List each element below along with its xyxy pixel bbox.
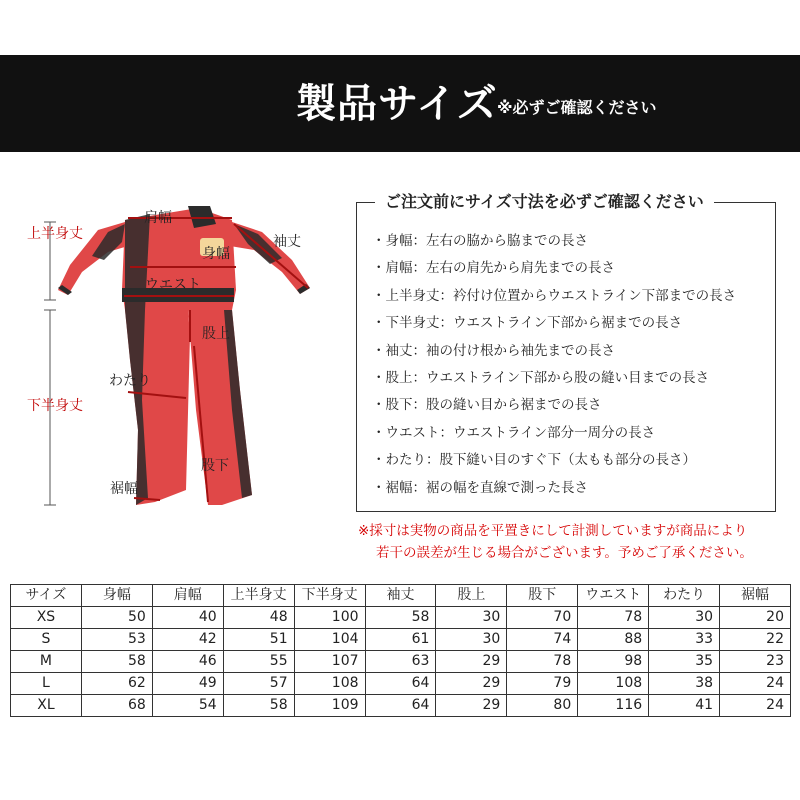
size-name-cell: XL (11, 695, 82, 717)
definition-item: ・下半身丈：ウエストライン下部から裾までの長さ (372, 315, 683, 332)
table-row (11, 695, 791, 717)
size-value-cell: 53 (81, 629, 152, 651)
size-value-cell: 30 (649, 607, 720, 629)
header-inseam: 股下 (507, 585, 578, 607)
header-rise: 股上 (436, 585, 507, 607)
size-value-cell: 78 (507, 651, 578, 673)
jumpsuit-body (58, 206, 310, 505)
table-row (11, 673, 791, 695)
size-value-cell: 109 (294, 695, 365, 717)
size-value-cell: 49 (152, 673, 223, 695)
note-line-2: 若干の誤差が生じる場合がございます。予めご了承ください。 (376, 545, 753, 561)
size-value-cell: 98 (578, 651, 649, 673)
size-value-cell: 42 (152, 629, 223, 651)
size-value-cell: 63 (365, 651, 436, 673)
size-name-cell: XS (11, 607, 82, 629)
size-value-cell: 46 (152, 651, 223, 673)
size-value-cell: 48 (223, 607, 294, 629)
note-line-1: ※採寸は実物の商品を平置きにして計測していますが商品により (358, 523, 748, 539)
label-lower-body: 下半身丈 (27, 398, 83, 414)
size-value-cell: 61 (365, 629, 436, 651)
header-shoulder: 肩幅 (152, 585, 223, 607)
size-value-cell: 104 (294, 629, 365, 651)
header-upper-body: 上半身丈 (223, 585, 294, 607)
size-value-cell: 88 (578, 629, 649, 651)
size-value-cell: 79 (507, 673, 578, 695)
size-value-cell: 54 (152, 695, 223, 717)
measurement-note (358, 520, 798, 564)
label-chest: 身幅 (202, 246, 230, 262)
size-value-cell: 41 (649, 695, 720, 717)
table-row (11, 651, 791, 673)
size-value-cell: 58 (223, 695, 294, 717)
size-value-cell: 23 (720, 651, 791, 673)
size-value-cell: 107 (294, 651, 365, 673)
label-sleeve: 袖丈 (273, 234, 301, 250)
jumpsuit-illustration (0, 160, 345, 535)
size-value-cell: 108 (294, 673, 365, 695)
definition-item: ・上半身丈：衿付け位置からウエストライン下部までの長さ (372, 287, 737, 304)
size-value-cell: 51 (223, 629, 294, 651)
size-value-cell: 74 (507, 629, 578, 651)
label-rise: 股上 (202, 326, 230, 342)
size-value-cell: 57 (223, 673, 294, 695)
size-value-cell: 62 (81, 673, 152, 695)
definition-item: ・股下：股の縫い目から裾までの長さ (372, 397, 602, 414)
label-inseam: 股下 (201, 458, 229, 474)
jumpsuit-figure (0, 160, 345, 535)
size-value-cell: 33 (649, 629, 720, 651)
header-thigh: わたり (649, 585, 720, 607)
size-value-cell: 64 (365, 673, 436, 695)
size-value-cell: 29 (436, 651, 507, 673)
size-value-cell: 78 (578, 607, 649, 629)
size-value-cell: 40 (152, 607, 223, 629)
size-value-cell: 64 (365, 695, 436, 717)
size-value-cell: 68 (81, 695, 152, 717)
size-value-cell: 29 (436, 673, 507, 695)
size-name-cell: M (11, 651, 82, 673)
size-value-cell: 24 (720, 695, 791, 717)
definition-item: ・裾幅：裾の幅を直線で測った長さ (372, 479, 588, 496)
size-name-cell: S (11, 629, 82, 651)
size-value-cell: 29 (436, 695, 507, 717)
size-value-cell: 38 (649, 673, 720, 695)
definition-item: ・股上：ウエストライン下部から股の縫い目までの長さ (372, 369, 710, 386)
size-name-cell: L (11, 673, 82, 695)
table-header-row (11, 585, 791, 607)
size-table (10, 584, 791, 717)
size-value-cell: 20 (720, 607, 791, 629)
definition-item: ・身幅：左右の脇から脇までの長さ (372, 233, 588, 249)
label-upper-body: 上半身丈 (27, 226, 83, 242)
definitions-title: ご注文前にサイズ寸法を必ずご確認ください (375, 192, 714, 212)
size-value-cell: 55 (223, 651, 294, 673)
size-value-cell: 30 (436, 607, 507, 629)
header-waist: ウエスト (578, 585, 649, 607)
size-value-cell: 30 (436, 629, 507, 651)
label-thigh: わたり (109, 373, 151, 389)
size-value-cell: 70 (507, 607, 578, 629)
page-title: 製品サイズ (296, 81, 498, 127)
definition-item: ・わたり：股下縫い目のすぐ下（太もも部分の長さ） (372, 452, 696, 469)
table-row (11, 607, 791, 629)
definition-item: ・肩幅：左右の肩先から肩先までの長さ (372, 260, 615, 277)
definitions-list (372, 228, 736, 502)
page-subtitle: ※必ずご確認ください (497, 98, 657, 117)
header-hem: 裾幅 (720, 585, 791, 607)
size-value-cell: 24 (720, 673, 791, 695)
definition-item: ・袖丈：袖の付け根から袖先までの長さ (372, 342, 615, 359)
size-value-cell: 50 (81, 607, 152, 629)
size-value-cell: 108 (578, 673, 649, 695)
label-shoulder: 肩幅 (144, 210, 172, 226)
header-sleeve: 袖丈 (365, 585, 436, 607)
size-value-cell: 22 (720, 629, 791, 651)
size-value-cell: 80 (507, 695, 578, 717)
header-size: サイズ (11, 585, 82, 607)
label-hem: 裾幅 (110, 481, 138, 497)
header-lower-body: 下半身丈 (294, 585, 365, 607)
size-value-cell: 100 (294, 607, 365, 629)
size-value-cell: 58 (81, 651, 152, 673)
table-row (11, 629, 791, 651)
size-value-cell: 58 (365, 607, 436, 629)
size-value-cell: 35 (649, 651, 720, 673)
definition-item: ・ウエスト：ウエストライン部分一周分の長さ (372, 424, 656, 441)
header-chest: 身幅 (81, 585, 152, 607)
size-value-cell: 116 (578, 695, 649, 717)
label-waist: ウエスト (145, 277, 201, 293)
